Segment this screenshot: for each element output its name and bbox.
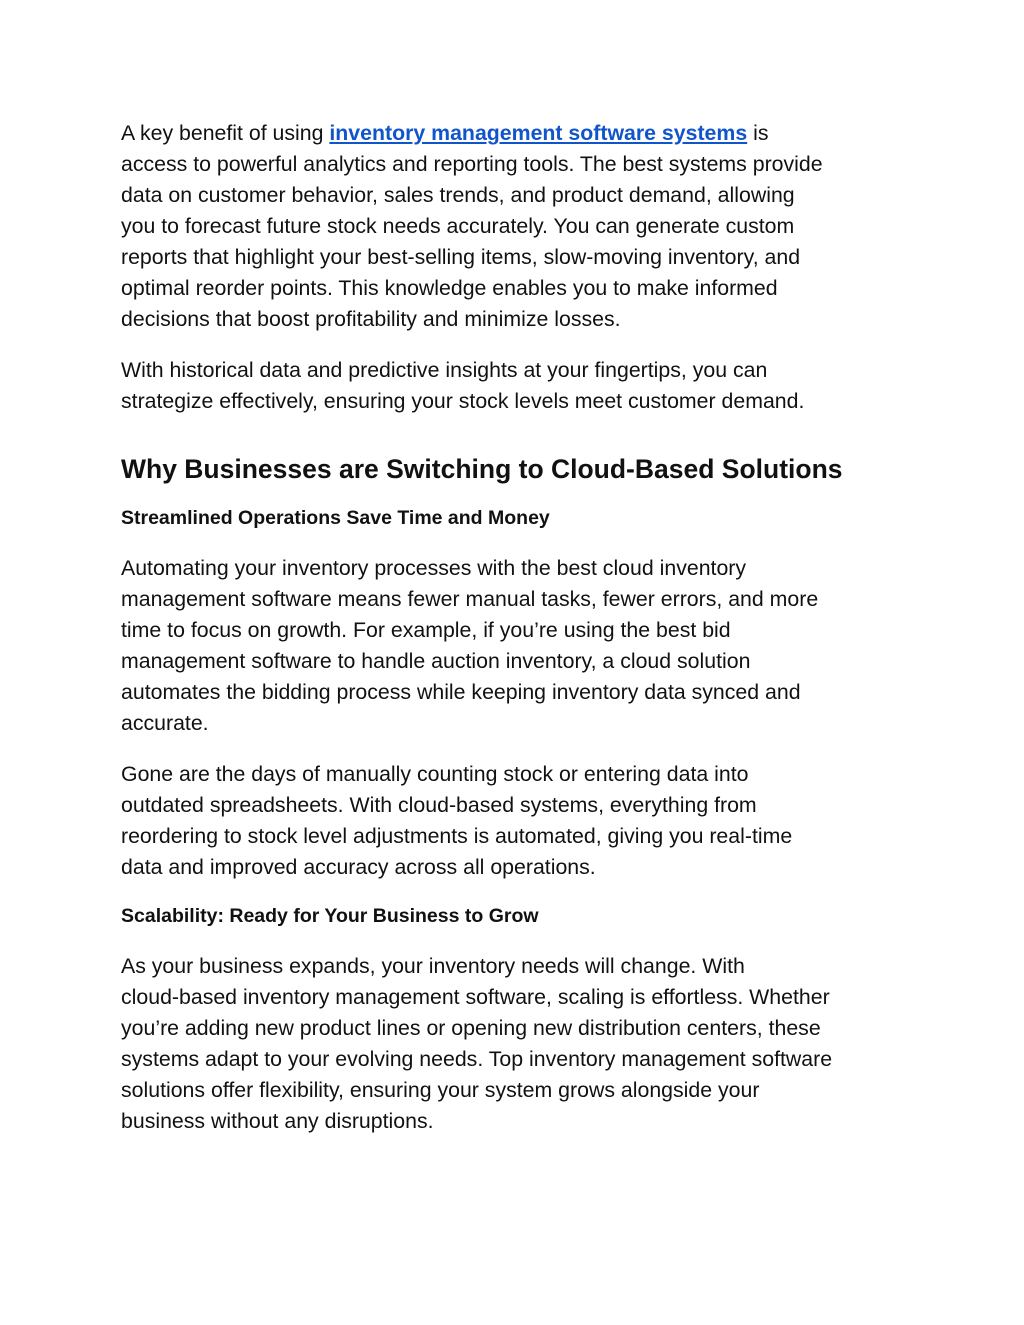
intro-rest-text: is access to powerful analytics and reporting tools. The best systems provide data on customer behavior, sales trends, and product demand, allowing you to forecast future stock needs accurately. You can generate custom reports that highlight your best-selling items, slow-moving inventory, and optimal reorder points. This knowledge enables you to make informed decisions that boost profitability and minimize losses. bbox=[121, 121, 823, 331]
subheading-streamlined-operations: Streamlined Operations Save Time and Money bbox=[121, 507, 550, 529]
section-heading: Why Businesses are Switching to Cloud-Based Solutions bbox=[121, 454, 843, 484]
gone-are-the-days-paragraph: Gone are the days of manually counting stock or entering data into outdated spreadsheets. With cloud-based systems, everything from reordering to stock level adjustments is automated, giving you real-time data and improved accuracy across all operations. bbox=[121, 762, 793, 879]
subheading-scalability: Scalability: Ready for Your Business to Grow bbox=[121, 905, 539, 927]
scalability-paragraph: As your business expands, your inventory needs will change. With cloud-based inventory management software, scaling is effortless. Whether you’re adding new product lines or opening new distribution centers, these systems adapt to your evolving needs. Top inventory management software solutions offer flexibility, ensuring your system grows alongside your business without any disruptions. bbox=[121, 954, 833, 1133]
intro-paragraph bbox=[121, 118, 911, 335]
historical-data-paragraph: With historical data and predictive insights at your fingertips, you can strategize effectively, ensuring your stock levels meet customer demand. bbox=[121, 358, 805, 413]
document-page bbox=[121, 118, 911, 1137]
intro-lead-text: A key benefit of using bbox=[121, 121, 330, 145]
automation-paragraph: Automating your inventory processes with the best cloud inventory management software means fewer manual tasks, fewer errors, and more time to focus on growth. For example, if you’re using the best bid management software to handle auction inventory, a cloud solution automates the bidding process while keeping inventory data synced and accurate. bbox=[121, 556, 819, 735]
inventory-software-link[interactable]: inventory management software systems bbox=[329, 121, 748, 145]
